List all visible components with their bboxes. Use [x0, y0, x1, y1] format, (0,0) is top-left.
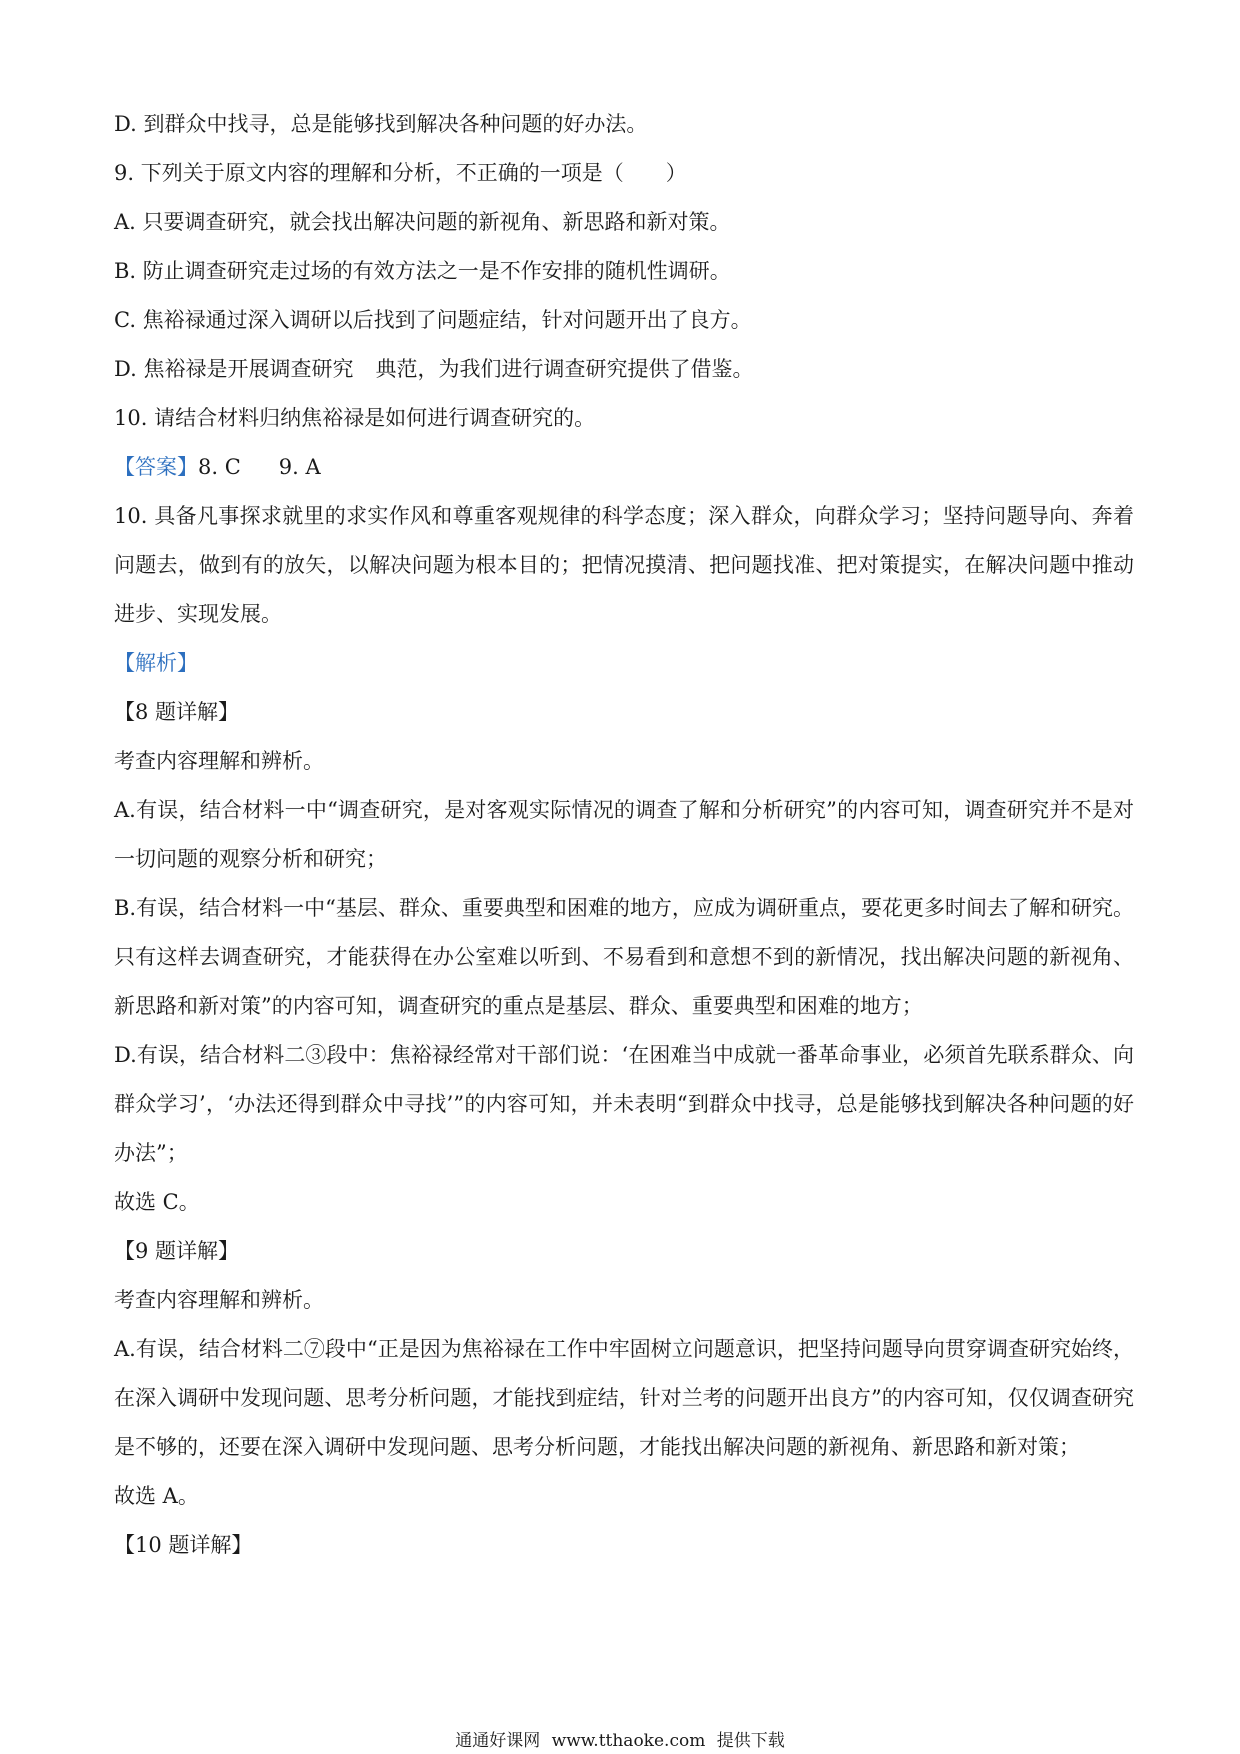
answer-line — [114, 443, 1134, 492]
document-page — [114, 100, 1134, 1570]
q9-option-d-part2: 典范，为我们进行调查研究提供了借鉴。 — [375, 357, 754, 381]
q9-option-b: B. 防止调查研究走过场的有效方法之一是不作安排的随机性调研。 — [114, 259, 731, 283]
footer-url[interactable]: www.tthaoke.com — [551, 1731, 706, 1751]
analysis-label: 【解析】 — [114, 651, 198, 675]
q9-option-d-part1: D. 焦裕禄是开展调查研究 — [114, 357, 354, 381]
answer-label: 【答案】 — [114, 455, 198, 479]
q8-option-d: D. 到群众中找寻，总是能够找到解决各种问题的好办法。 — [114, 112, 648, 136]
answer-q9: 9. A — [278, 455, 321, 479]
q9-detail-title: 【9 题详解】 — [114, 1239, 240, 1263]
q9-option-a: A. 只要调查研究，就会找出解决问题的新视角、新思路和新对策。 — [114, 210, 731, 234]
footer-site-name: 通通好课网 — [455, 1731, 541, 1751]
q9-detail-conclusion: 故选 A。 — [114, 1484, 199, 1508]
q9-detail-intro: 考查内容理解和辨析。 — [114, 1288, 324, 1312]
q9-stem: 9. 下列关于原文内容的理解和分析，不正确的一项是（ ） — [114, 161, 687, 185]
answer-q10: 10. 具备凡事探求就里的求实作风和尊重客观规律的科学态度；深入群众，向群众学习；坚持问题导向、奔着问题去，做到有的放矢，以解决问题为根本目的；把情况摸清、把问题找准、把对策提实，在解决问题中推动进步、实现发展。 — [114, 504, 1134, 626]
q8-detail-conclusion: 故选 C。 — [114, 1190, 200, 1214]
q8-detail-title: 【8 题详解】 — [114, 700, 240, 724]
page-footer — [0, 1730, 1240, 1752]
q8-detail-a: A.有误，结合材料一中“调查研究，是对客观实际情况的调查了解和分析研究”的内容可知，调查研究并不是对一切问题的观察分析和研究； — [114, 798, 1134, 871]
q8-detail-intro: 考查内容理解和辨析。 — [114, 749, 324, 773]
footer-suffix: 提供下载 — [716, 1731, 785, 1751]
q9-detail-a: A.有误，结合材料二⑦段中“正是因为焦裕禄在工作中牢固树立问题意识，把坚持问题导向贯穿调查研究始终，在深入调研中发现问题、思考分析问题，才能找到症结，针对兰考的问题开出良方”的内容可知，仅仅调查研究是不够的，还要在深入调研中发现问题、思考分析问题，才能找出解决问题的新视角、新思路和新对策； — [114, 1337, 1134, 1459]
q9-option-d — [114, 345, 1134, 394]
q10-detail-title: 【10 题详解】 — [114, 1533, 253, 1557]
q10-stem: 10. 请结合材料归纳焦裕禄是如何进行调查研究的。 — [114, 406, 596, 430]
q8-detail-d: D.有误，结合材料二③段中：焦裕禄经常对干部们说：‘在困难当中成就一番革命事业，必须首先联系群众、向群众学习’，‘办法还得到群众中寻找’”的内容可知，并未表明“到群众中找寻，总是能够找到解决各种问题的好办法”； — [114, 1043, 1134, 1165]
answer-q8: 8. C — [198, 455, 241, 479]
q9-option-c: C. 焦裕禄通过深入调研以后找到了问题症结，针对问题开出了良方。 — [114, 308, 752, 332]
q8-detail-b: B.有误，结合材料一中“基层、群众、重要典型和困难的地方，应成为调研重点，要花更多时间去了解和研究。只有这样去调查研究，才能获得在办公室难以听到、不易看到和意想不到的新情况，找出解决问题的新视角、新思路和新对策”的内容可知，调查研究的重点是基层、群众、重要典型和困难的地方； — [114, 896, 1134, 1018]
